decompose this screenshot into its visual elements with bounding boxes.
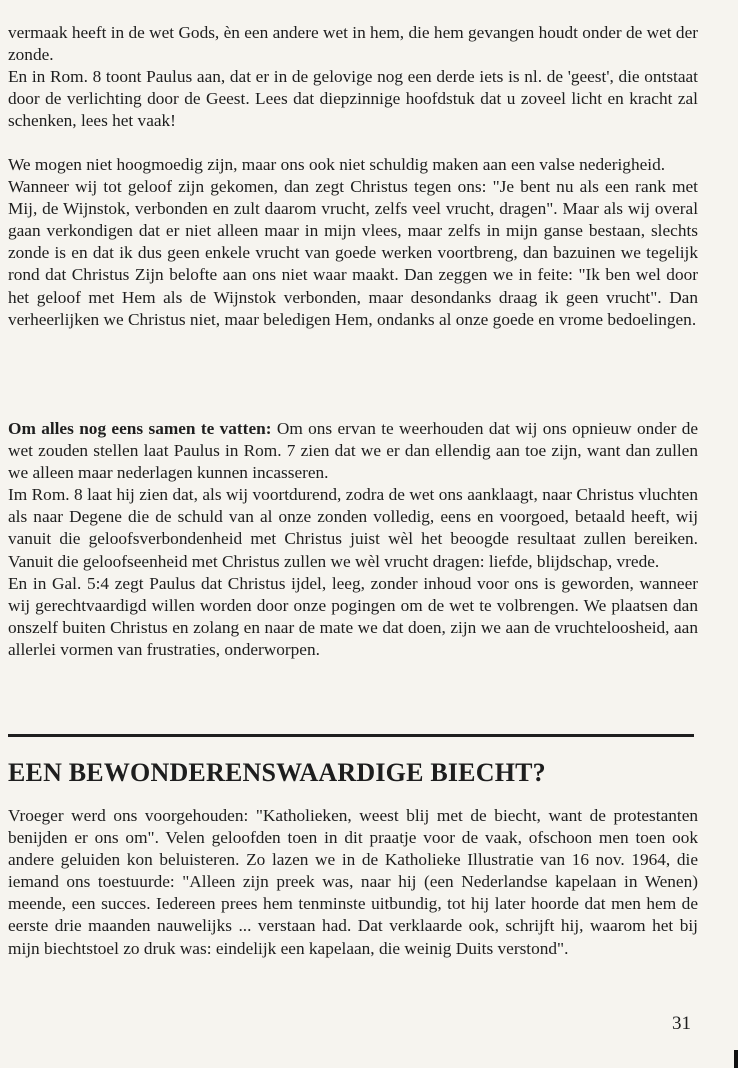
paragraph: vermaak heeft in de wet Gods, èn een andere wet in hem, die hem gevangen houdt onder de wet der zonde.	[8, 23, 698, 65]
paragraph: Wanneer wij tot geloof zijn gekomen, dan zegt Christus tegen ons: "Je bent nu als een rank met Mij, de Wijnstok, verbonden en zult daarom vrucht, zelfs veel vrucht, dragen". Maar als wij overal gaan verkondigen dat er niet alleen maar in mijn vlees, maar zelfs in mijn ganse bestaan, slechts zonde is en dat ik dus geen enkele vrucht van goede werken voortbreng, dan bazuinen we tegelijk rond dat Christus Zijn belofte aan ons niet waar maakt. Dan zeggen we in feite: "Ik ben wel door het geloof met Hem als de Wijnstok verbonden, maar desondanks draag ik geen vrucht". Dan verheerlijken we Christus niet, maar beledigen Hem, ondanks al onze goede en vrome bedoelingen.	[8, 177, 698, 329]
page-edge-mark	[734, 1050, 738, 1068]
paragraph: En in Rom. 8 toont Paulus aan, dat er in de gelovige nog een derde iets is nl. de 'geest', die ontstaat door de verlichting door de Geest. Lees dat diepzinnige hoofdstuk dat u zoveel licht en kracht zal schenken, lees het vaak!	[8, 67, 698, 131]
paragraph: Im Rom. 8 laat hij zien dat, als wij voortdurend, zodra de wet ons aanklaagt, naar Christus vluchten als naar Degene die de schuld van al onze zonden volledig, eens en voorgoed, betaald heeft, wij vanuit die geloofsverbondenheid met Christus juist wèl het beoogde resultaat zullen bereiken. Vanuit die geloofseenheid met Christus zullen we wèl vrucht dragen: liefde, blijdschap, vrede.	[8, 485, 698, 571]
paragraph: Vroeger werd ons voorgehouden: "Katholieken, weest blij met de biecht, want de protestanten benijden er ons om". Velen geloofden toen in dit praatje voor de vaak, ofschoon men toen ook andere geluiden kon beluisteren. Zo lazen we in de Katholieke Illustratie van 16 nov. 1964, die iemand ons toestuurde: "Alleen zijn preek was, naar hij (een Nederlandse kapelaan in Wenen) meende, een succes. Iedereen prees hem tenminste uitbundig, tot hij later hoorde dat men hem de eerste drie maanden nauwelijks ... verstaan had. Dat verklaarde ook, schrijft hij, waarom het bij mijn biechtstoel zo druk was: eindelijk een kapelaan, die weinig Duits verstond".	[8, 806, 698, 958]
summary-paragraph	[8, 418, 698, 484]
page-number: 31	[672, 1013, 691, 1034]
summary-lead: Om alles nog eens samen te vatten:	[8, 419, 272, 438]
text-block-4	[8, 805, 698, 960]
text-block-1	[8, 22, 698, 132]
section-divider	[8, 734, 694, 737]
paragraph: We mogen niet hoogmoedig zijn, maar ons ook niet schuldig maken aan een valse nederigheid.	[8, 155, 666, 174]
text-block-3	[8, 418, 698, 661]
text-block-2	[8, 154, 698, 331]
section-heading: EEN BEWONDERENSWAARDIGE BIECHT?	[8, 758, 546, 787]
summary-text: Om ons ervan te weerhouden dat wij ons opnieuw onder de wet zouden stellen laat Paulus in Rom. 7 zien dat we er dan ellendig aan toe zijn, want dan zullen we alleen maar nederlagen kunnen incasseren.	[8, 419, 698, 483]
paragraph: En in Gal. 5:4 zegt Paulus dat Christus ijdel, leeg, zonder inhoud voor ons is geworden, wanneer wij gerechtvaardigd willen worden door onze pogingen om de wet te volbrengen. We plaatsen dan onszelf buiten Christus en zolang en naar de mate we dat doen, zijn we aan de vruchteloosheid, aan allerlei vormen van frustraties, onderworpen.	[8, 573, 698, 659]
